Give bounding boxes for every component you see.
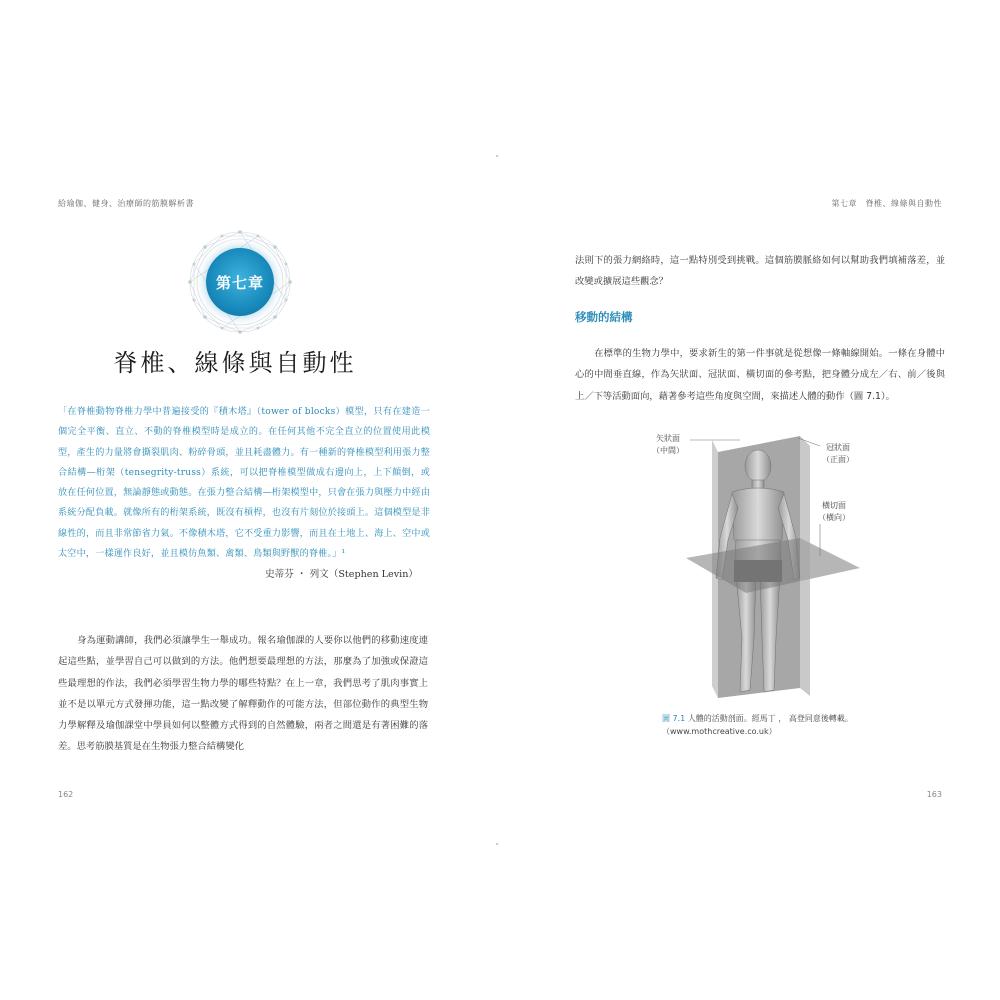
caption-text: 人體的活動剖面。經馬丁 ， 高登同意後轉載。 bbox=[687, 714, 853, 723]
sagittal-plane-label: 矢狀面 （中間） bbox=[652, 434, 684, 455]
figure-number: 圖 7.1 bbox=[662, 714, 686, 723]
crop-mark bbox=[496, 843, 498, 845]
section-heading: 移動的結構 bbox=[575, 310, 633, 324]
right-page bbox=[500, 0, 1000, 1000]
running-head-left: 給瑜伽、健身、治療師的筋膜解析書 bbox=[58, 199, 194, 208]
epigraph: 「在脊椎動物脊椎力學中普遍接受的『積木塔』（tower of blocks）模型，只有在建造一個完全平衡、直立、不動的脊椎模型時是成立的。在任何其他不完全直立的位置使用此模型，產生的力量將會撕裂肌肉、粉碎骨頭，並且耗盡體力。有一種新的脊椎模型利用張力整合結構—桁架（tensegrity-truss）系統，可以把脊椎模型做成右邊向上，上下顛倒，或放在任何位置，無論靜態或動態。在張力整合結構—桁架模型中，只會在張力與壓力中經由系統分配負載。就像所有的桁架系統，既沒有槓桿，也沒有片刻位於接頭上。這個模型是非線性的，而且非常節省力氣。不像積木塔，它不受重力影響，而且在土地上、海上、空中或太空中，一樣運作良好，並且模仿魚類、禽類、鳥類與野獸的脊椎。」¹ bbox=[58, 407, 430, 560]
chapter-title: 脊椎、線條與自動性 bbox=[113, 349, 357, 377]
running-head-right: 第七章 脊椎、線條與自動性 bbox=[831, 199, 942, 208]
coronal-plane-label: 冠狀面 （正面） bbox=[822, 443, 854, 464]
transverse-plane-label: 橫切面 （橫向） bbox=[818, 501, 850, 522]
crop-mark bbox=[496, 155, 498, 157]
body-paragraph: 身為運動講師，我們必須讓學生一舉成功。報名瑜伽課的人要你以他們的移動速度連起這些點，並學習自己可以做到的方法。他們想要最理想的方法，那麼為了加強或保證這些最理想的作法，我們必須學習生物力學的哪些特點？在上一章，我們思考了肌肉事實上並不是以單元方式發揮功能，這一點改變了解釋動作的可能方法，但部位動作的典型生物力學解釋及瑜伽課堂中學員如何以整體方式得到的自然體驗，兩者之間還是有著困難的落差。思考筋膜基質是在生物張力整合結構變化 bbox=[58, 635, 428, 753]
section-paragraph: 在標準的生物力學中，要求新生的第一件事就是從想像一條軸線開始。一條在身體中心的中間垂直線，作為矢狀面、冠狀面、橫切面的參考點，把身體分成左／右、前／後與上／下等活動面向，藉著參考這些角度與空間，來描述人體的動作（圖 7.1）。 bbox=[575, 348, 945, 402]
page-number-left: 162 bbox=[58, 790, 74, 799]
chapter-badge-circle bbox=[206, 248, 274, 316]
epigraph-author: 史蒂芬 ・ 列文（Stephen Levin） bbox=[265, 569, 418, 580]
body-planes-illustration bbox=[650, 428, 880, 708]
caption-source: （www.mothcreative.co.uk） bbox=[662, 727, 777, 736]
chapter-number: 第七章 bbox=[215, 273, 264, 292]
anatomical-planes-figure bbox=[650, 428, 880, 708]
page-number-right: 163 bbox=[926, 790, 942, 799]
chapter-badge bbox=[180, 222, 300, 342]
intro-paragraph: 法則下的張力網絡時，這一點特別受到挑戰。這個筋膜脈絡如何以幫助我們填補落差，並改變或擴展這些觀念？ bbox=[575, 255, 945, 288]
figure-caption bbox=[662, 712, 922, 738]
